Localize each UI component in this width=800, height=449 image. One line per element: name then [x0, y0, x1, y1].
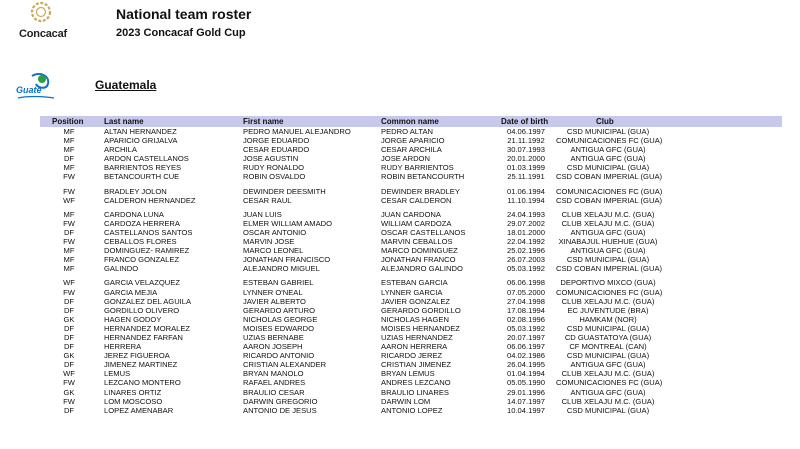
- first-name-cell: GERARDO ARTURO: [243, 305, 316, 315]
- date-of-birth-cell: 14.07.1997: [506, 396, 545, 406]
- column-header-date-of-birth: Date of birth: [501, 117, 549, 126]
- common-name-cell: BRYAN LEMUS: [381, 369, 435, 379]
- date-of-birth-cell: 02.08.1996: [506, 314, 545, 324]
- last-name-cell: HERRERA: [104, 342, 142, 352]
- last-name-cell: LOM MOSCOSO: [104, 396, 163, 406]
- position-cell: DF: [63, 360, 75, 370]
- club-cell: CSD MUNICIPAL (GUA): [566, 323, 650, 333]
- position-cell: DF: [63, 154, 75, 164]
- column-header-club: Club: [596, 117, 614, 126]
- table-row: [0, 342, 800, 351]
- table-row: [0, 369, 800, 378]
- last-name-cell: GORDILLO OLIVERO: [104, 305, 180, 315]
- first-name-cell: ANTONIO DE JESUS: [243, 405, 317, 415]
- date-of-birth-cell: 25.11.1991: [507, 172, 545, 182]
- date-of-birth-cell: 17.08.1994: [506, 305, 545, 315]
- date-of-birth-cell: 18.01.2000: [506, 227, 545, 237]
- table-row: [0, 406, 800, 415]
- date-of-birth-cell: 01.03.1999: [506, 163, 545, 173]
- date-of-birth-cell: 05.05.1990: [506, 378, 545, 388]
- last-name-cell: GALINDO: [104, 264, 139, 274]
- table-row: [0, 388, 800, 397]
- first-name-cell: ROBIN OSVALDO: [243, 172, 306, 182]
- table-row: [0, 210, 800, 219]
- first-name-cell: RICARDO ANTONIO: [243, 351, 315, 361]
- date-of-birth-cell: 21.11.1992: [507, 136, 545, 146]
- club-cell: ANTIGUA GFC (GUA): [570, 387, 646, 397]
- last-name-cell: HERNANDEZ MORALEZ: [104, 323, 191, 333]
- date-of-birth-cell: 05.03.1992: [506, 323, 545, 333]
- position-cell: MF: [63, 145, 75, 155]
- club-cell: CSD MUNICIPAL (GUA): [566, 405, 650, 415]
- last-name-cell: BRADLEY JOLON: [104, 186, 167, 196]
- position-cell: DF: [63, 296, 75, 306]
- common-name-cell: RICARDO JEREZ: [381, 351, 443, 361]
- table-row: [0, 324, 800, 333]
- club-cell: COMUNICACIONES FC (GUA): [556, 136, 663, 146]
- common-name-cell: BRAULIO LINARES: [381, 387, 449, 397]
- club-cell: CSD MUNICIPAL (GUA): [566, 255, 650, 265]
- position-cell: DF: [63, 342, 75, 352]
- date-of-birth-cell: 06.06.1998: [506, 278, 545, 288]
- club-cell: CSD MUNICIPAL (GUA): [566, 351, 650, 361]
- position-cell: FW: [63, 186, 75, 196]
- last-name-cell: APARICIO GRIJALVA: [104, 136, 178, 146]
- table-row: [0, 196, 800, 205]
- date-of-birth-cell: 29.01.1996: [506, 387, 545, 397]
- common-name-cell: ALEJANDRO GALINDO: [381, 264, 463, 274]
- document-title: National team roster: [116, 6, 252, 22]
- column-header-last-name: Last name: [104, 117, 144, 126]
- position-cell: WF: [63, 195, 75, 205]
- club-cell: CSD COBAN IMPERIAL (GUA): [556, 195, 663, 205]
- column-header-first-name: First name: [243, 117, 284, 126]
- position-cell: FW: [63, 172, 75, 182]
- last-name-cell: HAGEN GODOY: [104, 314, 162, 324]
- table-row: [0, 306, 800, 315]
- last-name-cell: ARDON CASTELLANOS: [104, 154, 189, 164]
- position-cell: FW: [63, 237, 75, 247]
- position-cell: GK: [63, 387, 75, 397]
- first-name-cell: BRYAN MANOLO: [243, 369, 304, 379]
- club-cell: ANTIGUA GFC (GUA): [570, 145, 646, 155]
- table-header: [40, 116, 782, 127]
- first-name-cell: JONATHAN FRANCISCO: [243, 255, 331, 265]
- position-cell: DF: [63, 332, 75, 342]
- table-row: [0, 351, 800, 360]
- common-name-cell: UZIAS HERNANDEZ: [381, 332, 453, 342]
- last-name-cell: GARCIA VELAZQUEZ: [104, 278, 180, 288]
- last-name-cell: BARRIENTOS REYES: [104, 163, 182, 173]
- position-cell: DF: [63, 227, 75, 237]
- date-of-birth-cell: 01.04.1994: [506, 369, 545, 379]
- table-row: [0, 255, 800, 264]
- common-name-cell: ROBIN BETANCOURTH: [381, 172, 465, 182]
- club-cell: COMUNICACIONES FC (GUA): [556, 287, 663, 297]
- common-name-cell: NICHOLAS HAGEN: [381, 314, 449, 324]
- common-name-cell: ANTONIO LOPEZ: [381, 405, 443, 415]
- position-cell: FW: [63, 287, 75, 297]
- last-name-cell: GARCIA MEJIA: [104, 287, 158, 297]
- first-name-cell: UZIAS BERNABE: [243, 332, 304, 342]
- common-name-cell: MARVIN CEBALLOS: [381, 237, 453, 247]
- club-cell: DEPORTIVO MIXCO (GUA): [560, 278, 656, 288]
- position-cell: MF: [63, 255, 75, 265]
- position-cell: MF: [63, 264, 75, 274]
- roster-table-body: [0, 127, 800, 415]
- date-of-birth-cell: 20.01.2000: [506, 154, 545, 164]
- table-row: [0, 163, 800, 172]
- table-row: [0, 297, 800, 306]
- date-of-birth-cell: 04.06.1997: [506, 127, 545, 136]
- first-name-cell: RUDY RONALDO: [243, 163, 305, 173]
- position-cell: GK: [63, 314, 75, 324]
- concacaf-emblem-icon: [26, 0, 56, 26]
- common-name-cell: JUAN CARDONA: [381, 209, 441, 219]
- last-name-cell: CARDOZA HERRERA: [104, 218, 180, 228]
- last-name-cell: HERNANDEZ FARFAN: [104, 332, 183, 342]
- first-name-cell: CESAR RAUL: [243, 195, 292, 205]
- last-name-cell: LEMUS: [104, 369, 131, 379]
- position-cell: MF: [63, 136, 75, 146]
- last-name-cell: CALDERON HERNANDEZ: [104, 195, 196, 205]
- date-of-birth-cell: 29.07.2002: [506, 218, 545, 228]
- table-row: [0, 219, 800, 228]
- table-row: [0, 187, 800, 196]
- common-name-cell: MOISES HERNANDEZ: [381, 323, 460, 333]
- common-name-cell: CESAR CALDERON: [381, 195, 452, 205]
- table-row: [0, 237, 800, 246]
- first-name-cell: AARON JOSEPH: [243, 342, 303, 352]
- first-name-cell: MARCO LEONEL: [243, 246, 304, 256]
- table-row: [0, 315, 800, 324]
- last-name-cell: CARDONA LUNA: [104, 209, 164, 219]
- table-row: [0, 127, 800, 136]
- date-of-birth-cell: 04.02.1986: [506, 351, 545, 361]
- position-cell: DF: [63, 405, 75, 415]
- last-name-cell: CEBALLOS FLORES: [104, 237, 177, 247]
- common-name-cell: LYNNER GARCIA: [381, 287, 443, 297]
- column-header-common-name: Common name: [381, 117, 439, 126]
- position-cell: MF: [63, 209, 75, 219]
- position-cell: MF: [63, 127, 75, 136]
- position-cell: DF: [63, 305, 75, 315]
- common-name-cell: MARCO DOMINGUEZ: [381, 246, 458, 256]
- club-cell: CLUB XELAJU M.C. (GUA): [561, 209, 655, 219]
- table-row: [0, 278, 800, 287]
- common-name-cell: JORGE APARICIO: [381, 136, 445, 146]
- club-cell: CLUB XELAJU M.C. (GUA): [561, 369, 655, 379]
- common-name-cell: JOSE ARDON: [381, 154, 430, 164]
- club-cell: EC JUVENTUDE (BRA): [567, 305, 649, 315]
- date-of-birth-cell: 25.02.1996: [506, 246, 545, 256]
- table-row: [0, 378, 800, 387]
- first-name-cell: CRISTIAN ALEXANDER: [243, 360, 327, 370]
- date-of-birth-cell: 01.06.1994: [506, 186, 545, 196]
- last-name-cell: FRANCO GONZALEZ: [104, 255, 180, 265]
- table-row: [0, 246, 800, 255]
- date-of-birth-cell: 24.04.1993: [506, 209, 545, 219]
- club-cell: CLUB XELAJU M.C. (GUA): [561, 296, 655, 306]
- concacaf-logo: [14, 0, 72, 44]
- first-name-cell: ESTEBAN GABRIEL: [243, 278, 314, 288]
- club-cell: XINABAJUL HUEHUE (GUA): [558, 237, 658, 247]
- last-name-cell: ALTAN HERNANDEZ: [104, 127, 177, 136]
- date-of-birth-cell: 30.07.1993: [506, 145, 545, 155]
- position-cell: WF: [63, 278, 75, 288]
- common-name-cell: ANDRES LEZCANO: [381, 378, 451, 388]
- club-cell: CD GUASTATOYA (GUA): [564, 332, 652, 342]
- table-row: [0, 172, 800, 181]
- club-cell: ANTIGUA GFC (GUA): [570, 227, 646, 237]
- club-cell: CSD MUNICIPAL (GUA): [566, 127, 650, 136]
- common-name-cell: CRISTIAN JIMENEZ: [381, 360, 452, 370]
- first-name-cell: ALEJANDRO MIGUEL: [243, 264, 320, 274]
- club-cell: CSD COBAN IMPERIAL (GUA): [556, 264, 663, 274]
- last-name-cell: JEREZ FIGUEROA: [104, 351, 170, 361]
- club-cell: CF MONTREAL (CAN): [569, 342, 647, 352]
- date-of-birth-cell: 05.03.1992: [506, 264, 545, 274]
- team-name: Guatemala: [95, 78, 157, 92]
- club-cell: ANTIGUA GFC (GUA): [570, 154, 646, 164]
- table-row: [0, 154, 800, 163]
- last-name-cell: BETANCOURTH CUE: [104, 172, 180, 182]
- club-cell: CSD COBAN IMPERIAL (GUA): [556, 172, 663, 182]
- common-name-cell: OSCAR CASTELLANOS: [381, 227, 466, 237]
- club-cell: COMUNICACIONES FC (GUA): [556, 186, 663, 196]
- table-row: [0, 360, 800, 369]
- last-name-cell: GONZALEZ DEL AGUILA: [104, 296, 192, 306]
- table-row: [0, 333, 800, 342]
- first-name-cell: LYNNER O'NEAL: [243, 287, 303, 297]
- first-name-cell: JAVIER ALBERTO: [243, 296, 306, 306]
- table-row: [0, 397, 800, 406]
- club-cell: COMUNICACIONES FC (GUA): [556, 378, 663, 388]
- common-name-cell: DARWIN LOM: [381, 396, 431, 406]
- last-name-cell: CASTELLANOS SANTOS: [104, 227, 193, 237]
- common-name-cell: AARON HERRERA: [381, 342, 448, 352]
- first-name-cell: PEDRO MANUEL ALEJANDRO: [243, 127, 351, 136]
- common-name-cell: GERARDO GORDILLO: [381, 305, 461, 315]
- common-name-cell: CESAR ARCHILA: [381, 145, 442, 155]
- position-cell: FW: [63, 378, 75, 388]
- federation-logo-text: Guate: [16, 85, 42, 95]
- club-cell: ANTIGUA GFC (GUA): [570, 246, 646, 256]
- first-name-cell: NICHOLAS GEORGE: [243, 314, 318, 324]
- position-cell: FW: [63, 396, 75, 406]
- table-row: [0, 145, 800, 154]
- club-cell: CSD MUNICIPAL (GUA): [566, 163, 650, 173]
- position-cell: WF: [63, 369, 75, 379]
- date-of-birth-cell: 20.07.1997: [506, 332, 545, 342]
- position-cell: FW: [63, 218, 75, 228]
- date-of-birth-cell: 06.06.1997: [506, 342, 545, 352]
- table-row: [0, 228, 800, 237]
- common-name-cell: JONATHAN FRANCO: [381, 255, 456, 265]
- common-name-cell: WILLIAM CARDOZA: [381, 218, 452, 228]
- common-name-cell: PEDRO ALTAN: [381, 127, 434, 136]
- date-of-birth-cell: 22.04.1992: [506, 237, 545, 247]
- club-cell: CLUB XELAJU M.C. (GUA): [561, 218, 655, 228]
- first-name-cell: DEWINDER DEESMITH: [243, 186, 326, 196]
- last-name-cell: LINARES ORTIZ: [104, 387, 162, 397]
- position-cell: GK: [63, 351, 75, 361]
- club-cell: HAMKAM (NOR): [579, 314, 637, 324]
- first-name-cell: MARVIN JOSE: [243, 237, 295, 247]
- position-cell: MF: [63, 246, 75, 256]
- first-name-cell: OSCAR ANTONIO: [243, 227, 307, 237]
- position-cell: MF: [63, 163, 75, 173]
- first-name-cell: BRAULIO CESAR: [243, 387, 305, 397]
- first-name-cell: RAFAEL ANDRES: [243, 378, 306, 388]
- first-name-cell: JORGE EDUARDO: [243, 136, 310, 146]
- first-name-cell: DARWIN GREGORIO: [243, 396, 318, 406]
- common-name-cell: JAVIER GONZALEZ: [381, 296, 451, 306]
- club-cell: CLUB XELAJU M.C. (GUA): [561, 396, 655, 406]
- document-subtitle: 2023 Concacaf Gold Cup: [116, 27, 246, 39]
- last-name-cell: ARCHILA: [104, 145, 137, 155]
- last-name-cell: DOMINGUEZ- RAMIREZ: [104, 246, 190, 256]
- table-row: [0, 136, 800, 145]
- date-of-birth-cell: 27.04.1998: [506, 296, 545, 306]
- date-of-birth-cell: 07.05.2000: [506, 287, 545, 297]
- common-name-cell: RUDY BARRIENTOS: [381, 163, 454, 173]
- common-name-cell: DEWINDER BRADLEY: [381, 186, 460, 196]
- first-name-cell: ELMER WILLIAM AMADO: [243, 218, 333, 228]
- date-of-birth-cell: 26.04.1995: [506, 360, 545, 370]
- common-name-cell: ESTEBAN GARCIA: [381, 278, 448, 288]
- club-cell: ANTIGUA GFC (GUA): [570, 360, 646, 370]
- date-of-birth-cell: 26.07.2003: [506, 255, 545, 265]
- date-of-birth-cell: 10.04.1997: [506, 405, 545, 415]
- position-cell: DF: [63, 323, 75, 333]
- column-header-position: Position: [52, 117, 84, 126]
- date-of-birth-cell: 11.10.1994: [507, 195, 545, 205]
- first-name-cell: JUAN LUIS: [243, 209, 282, 219]
- concacaf-logo-text: Concacaf: [19, 28, 67, 40]
- last-name-cell: LOPEZ AMENABAR: [104, 405, 174, 415]
- first-name-cell: JOSE AGUSTIN: [243, 154, 299, 164]
- last-name-cell: JIMENEZ MARTINEZ: [104, 360, 178, 370]
- first-name-cell: MOISES EDWARDO: [243, 323, 315, 333]
- table-row: [0, 288, 800, 297]
- first-name-cell: CESAR EDUARDO: [243, 145, 310, 155]
- last-name-cell: LEZCANO MONTERO: [104, 378, 181, 388]
- table-row: [0, 264, 800, 273]
